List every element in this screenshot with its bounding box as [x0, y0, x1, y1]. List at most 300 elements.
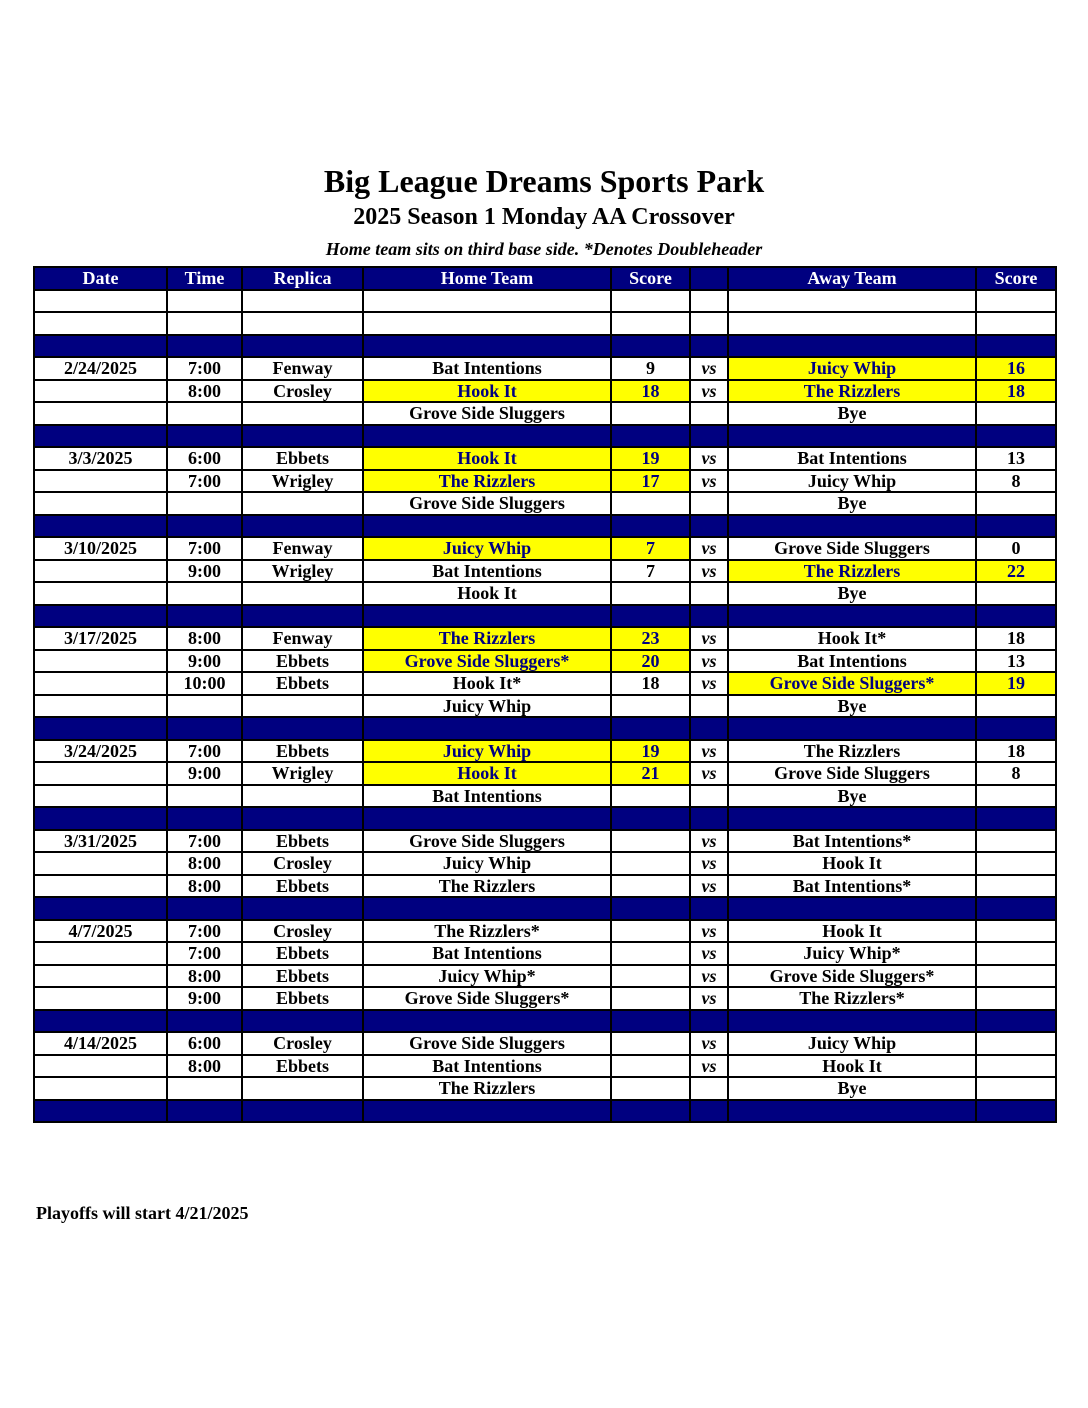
home-score-cell	[611, 875, 690, 898]
replica-cell	[242, 695, 363, 718]
time-cell: 8:00	[167, 1055, 242, 1078]
away-score-cell: 13	[976, 447, 1056, 470]
vs-cell: vs	[690, 447, 728, 470]
replica-cell: Ebbets	[242, 830, 363, 853]
home-team-cell: The Rizzlers	[363, 627, 611, 650]
away-score-cell	[976, 1010, 1056, 1033]
blank-row	[34, 312, 1056, 335]
replica-cell: Wrigley	[242, 762, 363, 785]
away-team-cell: Bye	[728, 582, 976, 605]
game-row	[34, 852, 1056, 875]
time-cell	[167, 1077, 242, 1100]
header-replica: Replica	[242, 267, 363, 290]
home-score-cell	[611, 987, 690, 1010]
date-cell	[34, 515, 167, 538]
away-score-cell	[976, 875, 1056, 898]
vs-cell: vs	[690, 920, 728, 943]
date-cell: 3/24/2025	[34, 740, 167, 763]
vs-cell	[690, 335, 728, 358]
home-team-cell	[363, 897, 611, 920]
vs-cell: vs	[690, 357, 728, 380]
time-cell: 9:00	[167, 650, 242, 673]
home-team-cell: Hook It	[363, 447, 611, 470]
home-team-cell: Grove Side Sluggers*	[363, 650, 611, 673]
vs-cell	[690, 785, 728, 808]
replica-cell	[242, 897, 363, 920]
date-cell: 3/10/2025	[34, 537, 167, 560]
vs-cell: vs	[690, 987, 728, 1010]
date-cell	[34, 1077, 167, 1100]
away-team-cell: Grove Side Sluggers*	[728, 672, 976, 695]
home-team-cell: Juicy Whip	[363, 537, 611, 560]
away-team-cell: Bye	[728, 1077, 976, 1100]
vs-cell: vs	[690, 830, 728, 853]
week-separator-row	[34, 1100, 1056, 1123]
away-team-cell: Hook It	[728, 852, 976, 875]
away-team-cell: Bat Intentions*	[728, 830, 976, 853]
home-team-cell	[363, 605, 611, 628]
game-row	[34, 447, 1056, 470]
header-home-score: Score	[611, 267, 690, 290]
away-score-cell	[976, 1055, 1056, 1078]
away-score-cell	[976, 402, 1056, 425]
time-cell: 7:00	[167, 920, 242, 943]
home-score-cell: 7	[611, 560, 690, 583]
date-cell	[34, 605, 167, 628]
time-cell: 7:00	[167, 537, 242, 560]
vs-cell	[690, 312, 728, 335]
away-team-cell: The Rizzlers	[728, 560, 976, 583]
date-cell	[34, 897, 167, 920]
date-cell	[34, 312, 167, 335]
away-team-cell: Bat Intentions*	[728, 875, 976, 898]
date-cell	[34, 492, 167, 515]
game-row	[34, 785, 1056, 808]
home-score-cell	[611, 897, 690, 920]
home-score-cell	[611, 852, 690, 875]
away-team-cell: The Rizzlers	[728, 740, 976, 763]
vs-cell: vs	[690, 965, 728, 988]
away-team-cell	[728, 1010, 976, 1033]
home-team-cell: Bat Intentions	[363, 357, 611, 380]
game-row	[34, 380, 1056, 403]
time-cell: 8:00	[167, 852, 242, 875]
replica-cell	[242, 312, 363, 335]
home-score-cell: 19	[611, 447, 690, 470]
away-team-cell	[728, 290, 976, 313]
game-row	[34, 1077, 1056, 1100]
home-score-cell	[611, 582, 690, 605]
home-team-cell: Hook It*	[363, 672, 611, 695]
game-row	[34, 740, 1056, 763]
week-separator-row	[34, 335, 1056, 358]
home-score-cell: 19	[611, 740, 690, 763]
vs-cell	[690, 605, 728, 628]
date-cell: 3/3/2025	[34, 447, 167, 470]
away-score-cell	[976, 987, 1056, 1010]
replica-cell: Crosley	[242, 920, 363, 943]
vs-cell	[690, 1100, 728, 1123]
home-score-cell	[611, 785, 690, 808]
away-team-cell: Bye	[728, 492, 976, 515]
date-cell: 3/31/2025	[34, 830, 167, 853]
home-score-cell	[611, 312, 690, 335]
vs-cell: vs	[690, 852, 728, 875]
away-team-cell: Grove Side Sluggers*	[728, 965, 976, 988]
time-cell	[167, 402, 242, 425]
away-score-cell	[976, 492, 1056, 515]
home-score-cell	[611, 290, 690, 313]
game-row	[34, 627, 1056, 650]
away-score-cell: 19	[976, 672, 1056, 695]
home-score-cell: 20	[611, 650, 690, 673]
week-separator-row	[34, 717, 1056, 740]
replica-cell	[242, 582, 363, 605]
away-team-cell: Bat Intentions	[728, 447, 976, 470]
date-cell	[34, 1100, 167, 1123]
replica-cell: Ebbets	[242, 875, 363, 898]
vs-cell	[690, 1077, 728, 1100]
home-team-cell: The Rizzlers*	[363, 920, 611, 943]
vs-cell	[690, 717, 728, 740]
replica-cell	[242, 1010, 363, 1033]
date-cell	[34, 717, 167, 740]
home-team-cell: Juicy Whip	[363, 695, 611, 718]
home-team-cell: Grove Side Sluggers	[363, 830, 611, 853]
vs-cell	[690, 1010, 728, 1033]
game-row	[34, 402, 1056, 425]
header-away-team: Away Team	[728, 267, 976, 290]
away-team-cell	[728, 1100, 976, 1123]
game-row	[34, 1032, 1056, 1055]
home-team-cell: The Rizzlers	[363, 1077, 611, 1100]
vs-cell	[690, 402, 728, 425]
date-cell	[34, 987, 167, 1010]
time-cell	[167, 492, 242, 515]
replica-cell	[242, 402, 363, 425]
away-team-cell: The Rizzlers*	[728, 987, 976, 1010]
time-cell: 7:00	[167, 357, 242, 380]
date-cell	[34, 942, 167, 965]
away-score-cell: 13	[976, 650, 1056, 673]
game-row	[34, 582, 1056, 605]
home-team-cell: Bat Intentions	[363, 942, 611, 965]
away-score-cell	[976, 830, 1056, 853]
away-score-cell	[976, 942, 1056, 965]
week-separator-row	[34, 807, 1056, 830]
vs-cell: vs	[690, 627, 728, 650]
home-score-cell	[611, 1055, 690, 1078]
vs-cell	[690, 897, 728, 920]
home-team-cell: Bat Intentions	[363, 1055, 611, 1078]
schedule-table	[33, 266, 1057, 1123]
replica-cell: Ebbets	[242, 650, 363, 673]
home-team-cell	[363, 515, 611, 538]
time-cell: 7:00	[167, 470, 242, 493]
time-cell	[167, 785, 242, 808]
replica-cell	[242, 492, 363, 515]
date-cell	[34, 672, 167, 695]
date-cell	[34, 560, 167, 583]
vs-cell: vs	[690, 537, 728, 560]
page-subtitle: 2025 Season 1 Monday AA Crossover	[353, 204, 735, 230]
date-cell: 3/17/2025	[34, 627, 167, 650]
time-cell: 9:00	[167, 762, 242, 785]
replica-cell	[242, 515, 363, 538]
away-score-cell	[976, 582, 1056, 605]
header-time: Time	[167, 267, 242, 290]
vs-cell: vs	[690, 1055, 728, 1078]
away-team-cell: Grove Side Sluggers	[728, 537, 976, 560]
time-cell	[167, 312, 242, 335]
replica-cell	[242, 335, 363, 358]
away-team-cell	[728, 515, 976, 538]
header-away-score: Score	[976, 267, 1056, 290]
home-score-cell	[611, 1010, 690, 1033]
home-score-cell: 9	[611, 357, 690, 380]
away-team-cell: Juicy Whip	[728, 1032, 976, 1055]
home-team-cell	[363, 335, 611, 358]
away-team-cell: Bye	[728, 695, 976, 718]
time-cell	[167, 515, 242, 538]
home-score-cell: 18	[611, 672, 690, 695]
game-row	[34, 987, 1056, 1010]
replica-cell: Ebbets	[242, 987, 363, 1010]
week-separator-row	[34, 897, 1056, 920]
header-home-team: Home Team	[363, 267, 611, 290]
time-cell	[167, 1010, 242, 1033]
home-score-cell	[611, 335, 690, 358]
time-cell: 6:00	[167, 447, 242, 470]
away-score-cell	[976, 920, 1056, 943]
blank-row	[34, 290, 1056, 313]
vs-cell: vs	[690, 470, 728, 493]
replica-cell: Ebbets	[242, 1055, 363, 1078]
replica-cell: Ebbets	[242, 740, 363, 763]
game-row	[34, 470, 1056, 493]
replica-cell: Fenway	[242, 537, 363, 560]
week-separator-row	[34, 515, 1056, 538]
home-team-cell	[363, 807, 611, 830]
home-score-cell	[611, 920, 690, 943]
home-team-cell: Juicy Whip	[363, 740, 611, 763]
replica-cell: Wrigley	[242, 470, 363, 493]
away-score-cell	[976, 290, 1056, 313]
away-score-cell: 8	[976, 470, 1056, 493]
home-score-cell	[611, 605, 690, 628]
away-score-cell: 22	[976, 560, 1056, 583]
date-cell	[34, 402, 167, 425]
game-row	[34, 1055, 1056, 1078]
time-cell: 6:00	[167, 1032, 242, 1055]
game-row	[34, 965, 1056, 988]
vs-cell: vs	[690, 875, 728, 898]
away-score-cell: 18	[976, 380, 1056, 403]
date-cell	[34, 380, 167, 403]
away-team-cell: Bat Intentions	[728, 650, 976, 673]
replica-cell: Fenway	[242, 627, 363, 650]
time-cell: 8:00	[167, 875, 242, 898]
vs-cell: vs	[690, 672, 728, 695]
time-cell	[167, 425, 242, 448]
vs-cell: vs	[690, 380, 728, 403]
game-row	[34, 492, 1056, 515]
away-score-cell	[976, 785, 1056, 808]
date-cell	[34, 852, 167, 875]
game-row	[34, 942, 1056, 965]
date-cell	[34, 785, 167, 808]
home-team-cell: Grove Side Sluggers	[363, 1032, 611, 1055]
vs-cell: vs	[690, 650, 728, 673]
home-team-cell: Bat Intentions	[363, 785, 611, 808]
home-team-cell	[363, 290, 611, 313]
away-score-cell	[976, 425, 1056, 448]
replica-cell	[242, 807, 363, 830]
away-score-cell	[976, 1077, 1056, 1100]
home-score-cell: 7	[611, 537, 690, 560]
away-team-cell: The Rizzlers	[728, 380, 976, 403]
home-score-cell	[611, 515, 690, 538]
home-score-cell	[611, 695, 690, 718]
vs-cell	[690, 290, 728, 313]
home-team-cell	[363, 312, 611, 335]
away-team-cell	[728, 335, 976, 358]
replica-cell: Fenway	[242, 357, 363, 380]
home-score-cell	[611, 942, 690, 965]
vs-cell	[690, 695, 728, 718]
away-team-cell	[728, 807, 976, 830]
away-team-cell: Hook It	[728, 1055, 976, 1078]
away-team-cell: Juicy Whip*	[728, 942, 976, 965]
home-team-cell	[363, 1010, 611, 1033]
game-row	[34, 537, 1056, 560]
replica-cell	[242, 290, 363, 313]
date-cell	[34, 875, 167, 898]
replica-cell: Ebbets	[242, 672, 363, 695]
home-team-cell: Grove Side Sluggers	[363, 402, 611, 425]
schedule-body	[34, 290, 1056, 1123]
away-score-cell	[976, 515, 1056, 538]
vs-cell	[690, 492, 728, 515]
home-team-cell	[363, 1100, 611, 1123]
away-score-cell	[976, 717, 1056, 740]
away-score-cell	[976, 1032, 1056, 1055]
vs-cell: vs	[690, 762, 728, 785]
replica-cell	[242, 425, 363, 448]
away-score-cell	[976, 965, 1056, 988]
time-cell: 8:00	[167, 627, 242, 650]
away-score-cell: 16	[976, 357, 1056, 380]
replica-cell: Wrigley	[242, 560, 363, 583]
replica-cell	[242, 605, 363, 628]
home-score-cell	[611, 1077, 690, 1100]
home-team-cell: Hook It	[363, 582, 611, 605]
game-row	[34, 357, 1056, 380]
replica-cell: Crosley	[242, 1032, 363, 1055]
time-cell: 8:00	[167, 965, 242, 988]
time-cell	[167, 1100, 242, 1123]
game-row	[34, 920, 1056, 943]
away-score-cell	[976, 807, 1056, 830]
replica-cell: Ebbets	[242, 965, 363, 988]
time-cell	[167, 290, 242, 313]
vs-cell	[690, 515, 728, 538]
home-team-cell: Grove Side Sluggers*	[363, 987, 611, 1010]
home-score-cell	[611, 830, 690, 853]
away-team-cell: Bye	[728, 785, 976, 808]
home-score-cell	[611, 402, 690, 425]
home-score-cell	[611, 492, 690, 515]
schedule-note: Home team sits on third base side. *Denotes Doubleheader	[325, 239, 763, 259]
replica-cell	[242, 1100, 363, 1123]
home-score-cell: 18	[611, 380, 690, 403]
away-team-cell	[728, 717, 976, 740]
away-score-cell	[976, 605, 1056, 628]
time-cell	[167, 807, 242, 830]
home-team-cell: Juicy Whip*	[363, 965, 611, 988]
away-score-cell	[976, 335, 1056, 358]
home-score-cell	[611, 717, 690, 740]
date-cell	[34, 762, 167, 785]
time-cell: 10:00	[167, 672, 242, 695]
vs-cell	[690, 807, 728, 830]
home-team-cell	[363, 717, 611, 740]
replica-cell: Crosley	[242, 380, 363, 403]
date-cell	[34, 470, 167, 493]
game-row	[34, 672, 1056, 695]
header-vs	[690, 267, 728, 290]
home-team-cell	[363, 425, 611, 448]
time-cell	[167, 582, 242, 605]
date-cell	[34, 807, 167, 830]
game-row	[34, 650, 1056, 673]
date-cell	[34, 695, 167, 718]
time-cell	[167, 335, 242, 358]
date-cell	[34, 650, 167, 673]
time-cell: 9:00	[167, 987, 242, 1010]
replica-cell	[242, 785, 363, 808]
game-row	[34, 695, 1056, 718]
away-score-cell	[976, 312, 1056, 335]
home-team-cell: Bat Intentions	[363, 560, 611, 583]
away-team-cell: Juicy Whip	[728, 470, 976, 493]
home-team-cell: Grove Side Sluggers	[363, 492, 611, 515]
date-cell: 4/7/2025	[34, 920, 167, 943]
away-score-cell	[976, 852, 1056, 875]
time-cell: 7:00	[167, 830, 242, 853]
header-date: Date	[34, 267, 167, 290]
vs-cell	[690, 425, 728, 448]
vs-cell: vs	[690, 942, 728, 965]
away-score-cell: 18	[976, 627, 1056, 650]
home-score-cell	[611, 425, 690, 448]
home-team-cell: The Rizzlers	[363, 875, 611, 898]
away-score-cell	[976, 695, 1056, 718]
date-cell	[34, 1055, 167, 1078]
game-row	[34, 875, 1056, 898]
home-team-cell: Hook It	[363, 762, 611, 785]
header-row	[34, 267, 1056, 290]
home-team-cell: The Rizzlers	[363, 470, 611, 493]
vs-cell: vs	[690, 560, 728, 583]
time-cell: 8:00	[167, 380, 242, 403]
away-team-cell: Juicy Whip	[728, 357, 976, 380]
away-team-cell	[728, 605, 976, 628]
date-cell: 2/24/2025	[34, 357, 167, 380]
replica-cell	[242, 717, 363, 740]
home-score-cell	[611, 1032, 690, 1055]
home-team-cell: Juicy Whip	[363, 852, 611, 875]
